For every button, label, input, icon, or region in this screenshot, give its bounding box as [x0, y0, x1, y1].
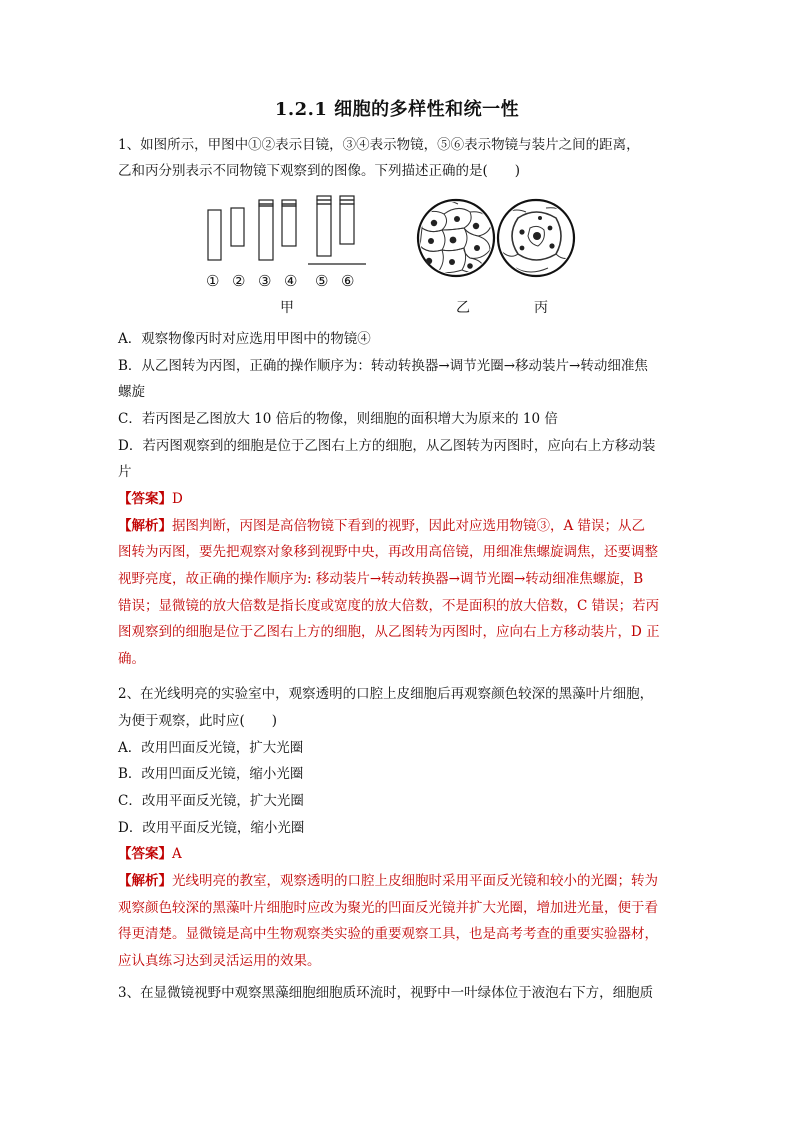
q1-analysis-line-5: 图观察到的细胞是位于乙图右上方的细胞，从乙图转为丙图时，应向右上方移动装片，D 正 — [118, 624, 660, 640]
objective-5 — [317, 204, 331, 256]
objective-4 — [282, 206, 296, 246]
q1-option-b-line-2: 螺旋 — [118, 384, 145, 400]
answer-value: A — [172, 846, 182, 862]
q2-stem-line-2: 为便于观察，此时应( ) — [118, 713, 278, 729]
q1-analysis-line-6: 确。 — [118, 651, 145, 667]
q2-option-b: B．改用凹面反光镜，缩小光圈 — [118, 766, 304, 782]
q1-analysis-line-3: 视野亮度，故正确的操作顺序为: 移动装片→转动转换器→调节光圈→转动细准焦螺旋，B — [118, 571, 644, 587]
q2-option-c: C．改用平面反光镜，扩大光圈 — [118, 793, 304, 809]
label-num-3: ③ — [258, 272, 272, 290]
q2-analysis-line-1 — [118, 872, 658, 890]
q1-analysis-line-1 — [118, 517, 645, 535]
q3-stem-line-1: 3、在显微镜视野中观察黑藻细胞细胞质环流时，视野中一叶绿体位于液泡右下方，细胞质 — [118, 985, 654, 1001]
analysis-tag: 【解析】 — [118, 873, 172, 889]
label-num-2: ② — [232, 272, 246, 290]
view-yi — [418, 200, 494, 276]
q1-stem-line-1: 1、如图所示，甲图中①②表示目镜，③④表示物镜，⑤⑥表示物镜与装片之间的距离， — [118, 137, 640, 153]
q1-option-d-line-2: 片 — [118, 464, 132, 480]
q1-option-c: C．若丙图是乙图放大 10 倍后的物像，则细胞的面积增大为原来的 10 倍 — [118, 411, 558, 427]
microscope-figure — [200, 188, 580, 318]
objective-3 — [259, 206, 273, 260]
q1-analysis-line-2: 图转为丙图，要先把观察对象移到视野中央，再改用高倍镜，用细准焦螺旋调焦，还要调整 — [118, 544, 658, 560]
q1-analysis-line-4: 错误；显微镜的放大倍数是指长度或宽度的放大倍数，不是面积的放大倍数，C 错误；若丙 — [118, 598, 660, 614]
label-bing: 丙 — [534, 300, 548, 316]
q2-answer — [118, 845, 182, 863]
answer-value: D — [172, 491, 183, 507]
label-num-1: ① — [206, 272, 220, 290]
analysis-text: 据图判断，丙图是高倍物镜下看到的视野，因此对应选用物镜③，A 错误；从乙 — [172, 518, 646, 534]
q1-option-a: A．观察物像丙时对应选用甲图中的物镜④ — [118, 331, 371, 347]
answer-tag: 【答案】 — [118, 846, 172, 862]
page-title: 1.2.1 细胞的多样性和统一性 — [274, 99, 520, 120]
q1-option-d-line-1: D．若丙图观察到的细胞是位于乙图右上方的细胞，从乙图转为丙图时，应向右上方移动装 — [118, 438, 656, 454]
label-num-4: ④ — [284, 272, 298, 290]
eyepiece-2 — [231, 208, 244, 246]
label-num-6: ⑥ — [341, 272, 355, 290]
q2-analysis-line-2: 观察颜色较深的黑藻叶片细胞时应改为聚光的凹面反光镜并扩大光圈，增加进光量，便于看 — [118, 900, 658, 916]
label-yi: 乙 — [456, 300, 470, 316]
q2-analysis-line-3: 得更清楚。显微镜是高中生物观察类实验的重要观察工具，也是高考考查的重要实验器材， — [118, 926, 658, 942]
eyepiece-1 — [208, 210, 221, 260]
q1-answer — [118, 490, 183, 508]
q2-stem-line-1: 2、在光线明亮的实验室中，观察透明的口腔上皮细胞后再观察颜色较深的黑藻叶片细胞， — [118, 686, 654, 702]
q2-option-a: A．改用凹面反光镜，扩大光圈 — [118, 740, 304, 756]
q1-stem-line-2: 乙和丙分别表示不同物镜下观察到的图像。下列描述正确的是( ) — [118, 163, 521, 179]
lens-diagram-jia — [208, 196, 366, 264]
q1-option-b-line-1: B．从乙图转为丙图，正确的操作顺序为：转动转换器→调节光圈→移动装片→转动细准焦 — [118, 358, 648, 374]
objective-6 — [340, 204, 354, 244]
label-num-5: ⑤ — [315, 272, 329, 290]
answer-tag: 【答案】 — [118, 491, 172, 507]
analysis-tag: 【解析】 — [118, 518, 172, 534]
q2-option-d: D．改用平面反光镜，缩小光圈 — [118, 820, 305, 836]
analysis-text: 光线明亮的教室，观察透明的口腔上皮细胞时采用平面反光镜和较小的光圈；转为 — [172, 873, 658, 889]
q2-analysis-line-4: 应认真练习达到灵活运用的效果。 — [118, 953, 321, 969]
label-jia: 甲 — [280, 300, 294, 316]
view-bing — [498, 200, 574, 276]
